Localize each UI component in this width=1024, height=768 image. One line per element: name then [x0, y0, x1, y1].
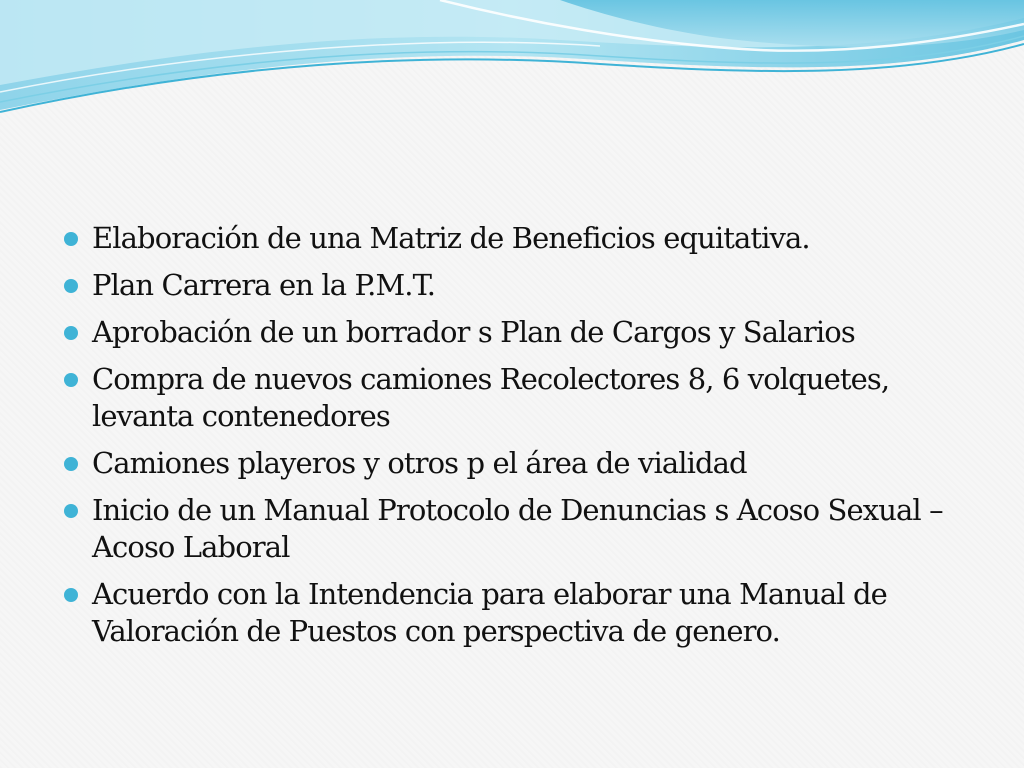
bullet-item — [62, 576, 992, 650]
bullet-dot-icon — [64, 326, 78, 340]
bullet-text: Plan Carrera en la P.M.T. — [92, 268, 436, 302]
bullet-dot-icon — [64, 504, 78, 518]
bullet-item — [62, 314, 992, 351]
bullet-list — [62, 220, 992, 660]
bullet-dot-icon — [64, 373, 78, 387]
bullet-dot-icon — [64, 457, 78, 471]
bullet-text: Aprobación de un borrador s Plan de Cargos y Salarios — [92, 315, 855, 349]
bullet-item — [62, 492, 992, 566]
bullet-dot-icon — [64, 279, 78, 293]
bullet-text: Acuerdo con la Intendencia para elaborar una Manual de Valoración de Puestos con perspectiva de genero. — [92, 577, 887, 648]
bullet-item — [62, 361, 992, 435]
bullet-dot-icon — [64, 588, 78, 602]
bullet-item — [62, 267, 992, 304]
header-wave-decoration — [0, 0, 1024, 130]
bullet-text: Inicio de un Manual Protocolo de Denuncias s Acoso Sexual – Acoso Laboral — [92, 493, 943, 564]
bullet-text: Camiones playeros y otros p el área de vialidad — [92, 446, 747, 480]
bullet-text: Elaboración de una Matriz de Beneficios equitativa. — [92, 221, 810, 255]
bullet-item — [62, 445, 992, 482]
bullet-text: Compra de nuevos camiones Recolectores 8, 6 volquetes, levanta contenedores — [92, 362, 890, 433]
bullet-item — [62, 220, 992, 257]
bullet-dot-icon — [64, 232, 78, 246]
